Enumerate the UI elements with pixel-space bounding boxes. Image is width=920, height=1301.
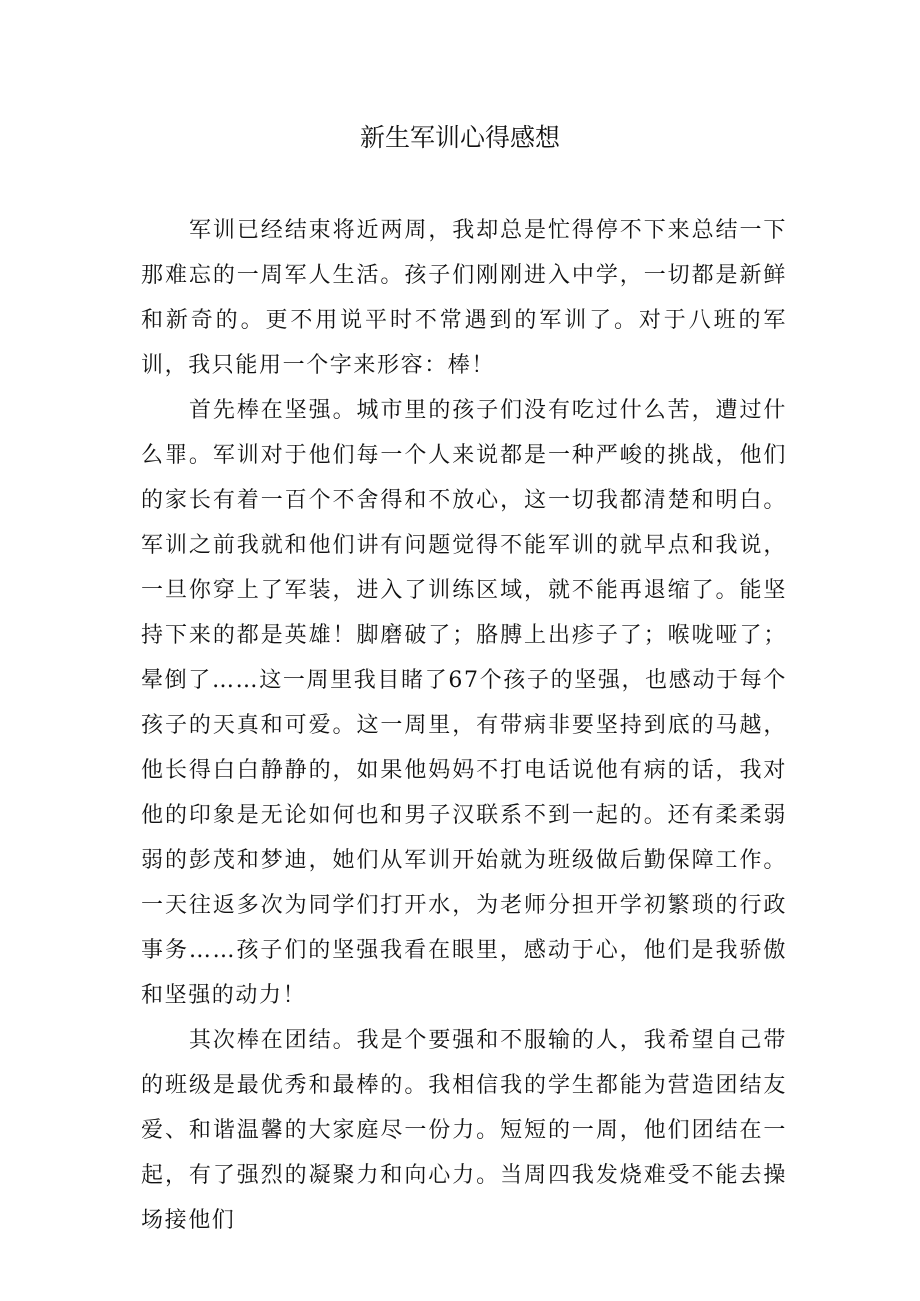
document-title: 新生军训心得感想 xyxy=(359,123,560,152)
document-body xyxy=(141,208,787,1243)
paragraph-1: 军训已经结束将近两周，我却总是忙得停不下来总结一下那难忘的一周军人生活。孩子们刚刚进入中学，一切都是新鲜和新奇的。更不用说平时不常遇到的军训了。对于八班的军训，我只能用一个字来形容：棒！ xyxy=(141,218,787,378)
paragraph-3: 其次棒在团结。我是个要强和不服输的人，我希望自己带的班级是最优秀和最棒的。我相信我的学生都能为营造团结友爱、和谐温馨的大家庭尽一份力。短短的一周，他们团结在一起，有了强烈的凝聚力和向心力。当周四我发烧难受不能去操场接他们 xyxy=(141,1028,787,1233)
paragraph-2: 首先棒在坚强。城市里的孩子们没有吃过什么苦，遭过什么罪。军训对于他们每一个人来说都是一种严峻的挑战，他们的家长有着一百个不舍得和不放心，这一切我都清楚和明白。军训之前我就和他们讲有问题觉得不能军训的就早点和我说，一旦你穿上了军装，进入了训练区域，就不能再退缩了。能坚持下来的都是英雄！脚磨破了；胳膊上出疹子了；喉咙哑了；晕倒了……这一周里我目睹了67个孩子的坚强，也感动于每个孩子的天真和可爱。这一周里，有带病非要坚持到底的马越，他长得白白静静的，如果他妈妈不打电话说他有病的话，我对他的印象是无论如何也和男子汉联系不到一起的。还有柔柔弱弱的彭茂和梦迪，她们从军训开始就为班级做后勤保障工作。一天往返多次为同学们打开水，为老师分担开学初繁琐的行政事务……孩子们的坚强我看在眼里，感动于心，他们是我骄傲和坚强的动力！ xyxy=(141,398,787,1008)
